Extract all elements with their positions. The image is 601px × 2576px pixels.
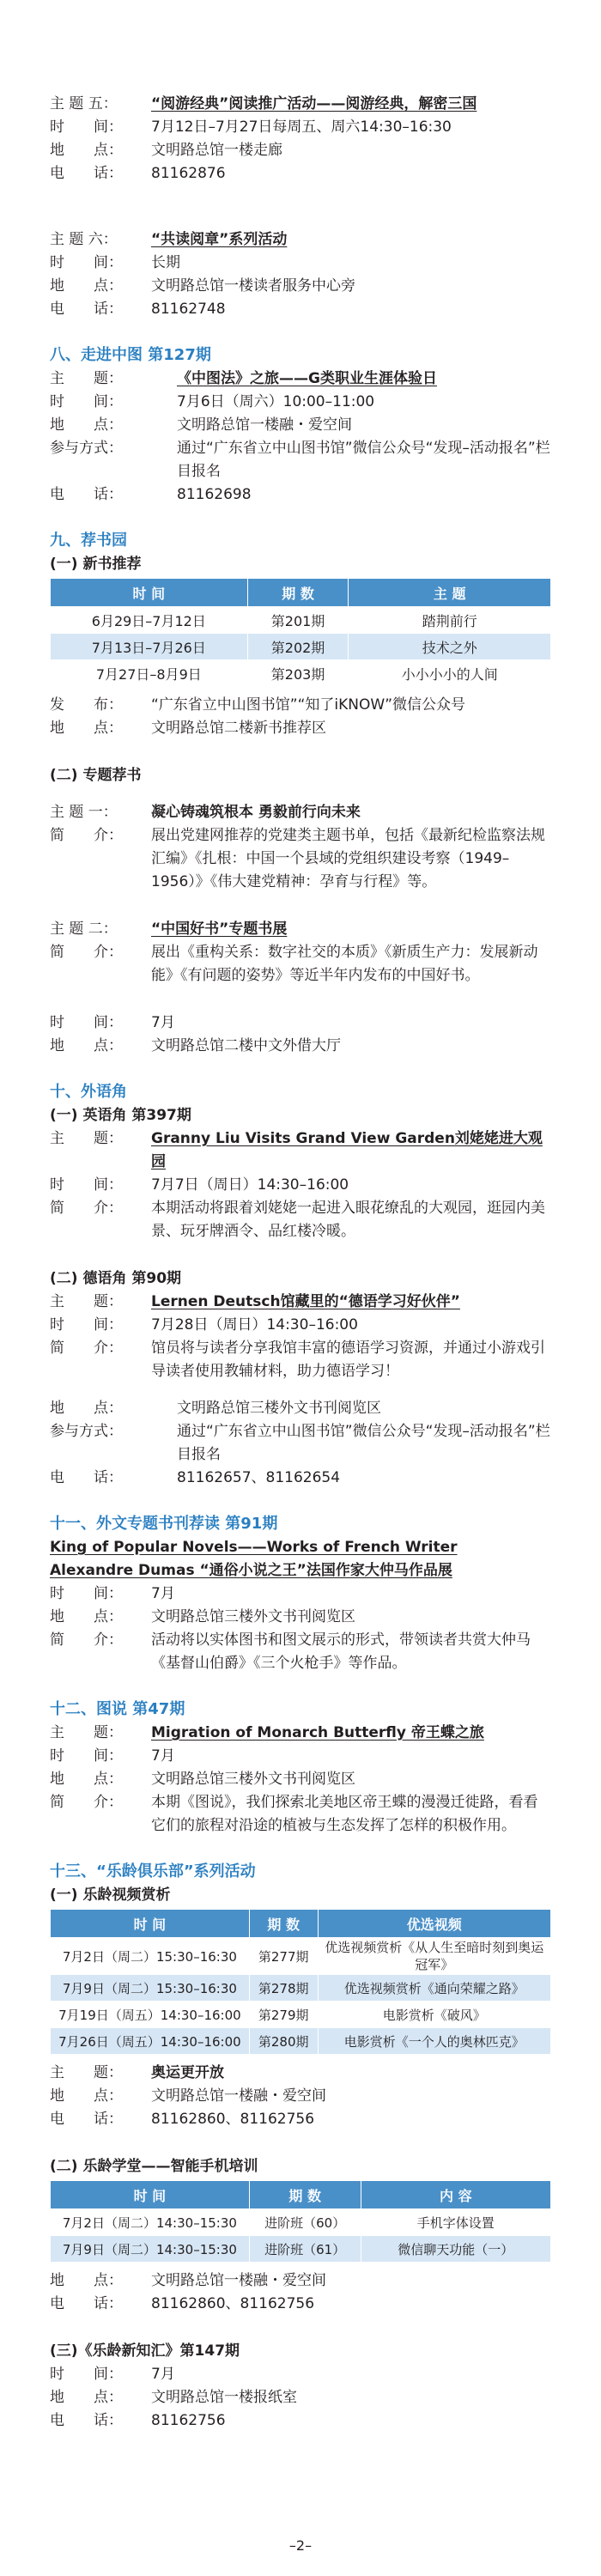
theme6-title: “共读阅章”系列活动 [151, 231, 288, 248]
sec10-phone: 81162657、81162654 [177, 1469, 341, 1486]
sec13-phone2-label: 电 话： [50, 2295, 123, 2312]
theme6-time: 长期 [151, 254, 180, 271]
table-header-row [51, 2181, 551, 2209]
table-row [51, 1938, 551, 1975]
table-row [51, 660, 551, 687]
theme5-phone: 81162876 [151, 165, 226, 182]
sec8-title-label: 主 题： [50, 370, 123, 387]
theme5-block [50, 93, 551, 185]
sec8-place: 文明路总馆一楼融・爱空间 [177, 416, 352, 434]
table-header: 时 间 [51, 579, 248, 607]
video-table [50, 1909, 551, 2055]
sec10-g-intro: 馆员将与读者分享我馆丰富的德语学习资源，并通过小游戏引导读者使用教辅材料，助力德语学习！ [151, 1340, 545, 1380]
sec13-place2-label: 地 点： [50, 2272, 123, 2289]
new-books-table [50, 578, 551, 687]
sec11-intro: 活动将以实体图书和图文展示的形式，带领读者共赏大仲马《基督山伯爵》《三个火枪手》等作品。 [151, 1631, 531, 1672]
sec9-publish: “广东省立中山图书馆”“知了iKNOW”微信公众号 [151, 696, 466, 714]
sec9-t1: 凝心铸魂筑根本 勇毅前行向未来 [151, 804, 361, 821]
sec13-theme: 奥运更开放 [151, 2064, 224, 2081]
table-cell: 进阶班（61） [249, 2236, 361, 2263]
sec10-sub1: (一) 英语角 第397期 [50, 1107, 191, 1124]
section8-heading: 八、走进中图 第127期 [50, 346, 211, 364]
table-cell: 进阶班（60） [249, 2209, 361, 2236]
sec11-title-line2: Alexandre Dumas “通俗小说之王”法国作家大仲马作品展 [50, 1562, 452, 1579]
table-cell: 微信聊天功能（一） [361, 2236, 550, 2263]
sec11-time-label: 时 间： [50, 1585, 123, 1602]
theme5-time: 7月12日–7月27日每周五、周六14:30–16:30 [151, 118, 452, 136]
sec10-g-title-label: 主 题： [50, 1293, 123, 1310]
sec13-place3-label: 地 点： [50, 2389, 123, 2406]
table-cell: 第279期 [249, 2002, 318, 2028]
sec13-time: 7月 [151, 2366, 175, 2383]
sec8-time-label: 时 间： [50, 393, 123, 410]
table-header: 优选视频 [318, 1910, 550, 1938]
sec12-time-label: 时 间： [50, 1747, 123, 1765]
sec10-join-label: 参与方式： [50, 1423, 123, 1440]
table-cell: 7月27日–8月9日 [51, 660, 248, 687]
sec9-t2-label: 主 题 二： [50, 920, 118, 938]
sec13-phone3-label: 电 话： [50, 2412, 123, 2429]
sec13-theme-label: 主 题： [50, 2064, 123, 2081]
table-row [51, 634, 551, 660]
sec8-join: 通过“广东省立中山图书馆”微信公众号“发现–活动报名”栏目报名 [177, 440, 550, 480]
phone-training-table [50, 2180, 551, 2263]
sec13-place3: 文明路总馆一楼报纸室 [151, 2389, 297, 2406]
sec9-sub2: (二) 专题荐书 [50, 767, 142, 784]
sec9-time: 7月 [151, 1014, 175, 1031]
table-cell: 电影赏析《破风》 [318, 2002, 550, 2028]
sec10-e-title: Granny Liu Visits Grand View Garden刘姥姥进大观园 [151, 1130, 543, 1170]
sec8-time: 7月6日（周六）10:00–11:00 [177, 393, 375, 410]
table-row [51, 2028, 551, 2055]
sec12-time: 7月 [151, 1747, 175, 1765]
table-cell: 7月9日（周二）14:30–15:30 [51, 2236, 250, 2263]
sec10-place: 文明路总馆三楼外文书刊阅览区 [177, 1400, 381, 1417]
table-cell: 技术之外 [349, 634, 551, 660]
table-cell: 7月9日（周二）15:30–16:30 [51, 1975, 250, 2002]
sec10-sub2: (二) 德语角 第90期 [50, 1270, 182, 1287]
sec12-intro-label: 简 介： [50, 1794, 123, 1811]
theme6-title-label: 主 题 六： [50, 231, 118, 248]
section13-heading: 十三、“乐龄俱乐部”系列活动 [50, 1862, 256, 1880]
sec12-intro: 本期《图说》，我们探索北美地区帝王蝶的漫漫迁徙路，看看它们的旅程对沿途的植被与生态发挥了怎样的积极作用。 [151, 1794, 538, 1834]
sec8-phone-label: 电 话： [50, 486, 123, 503]
sec13-phone3: 81162756 [151, 2412, 226, 2429]
table-header: 时 间 [51, 1910, 250, 1938]
table-cell: 第278期 [249, 1975, 318, 2002]
table-row [51, 2236, 551, 2263]
table-cell: 电影赏析《一个人的奥林匹克》 [318, 2028, 550, 2055]
sec8-place-label: 地 点： [50, 416, 123, 434]
page-number: –2– [288, 2537, 313, 2554]
theme6-time-label: 时 间： [50, 254, 123, 271]
sec8-phone: 81162698 [177, 486, 252, 503]
sec13-phone2: 81162860、81162756 [151, 2295, 315, 2312]
table-header: 期 数 [247, 579, 349, 607]
table-cell: 第201期 [247, 607, 349, 634]
sec13-sub2: (二) 乐龄学堂——智能手机培训 [50, 2158, 258, 2175]
sec10-place-label: 地 点： [50, 1400, 123, 1417]
sec9-sub1: (一) 新书推荐 [50, 556, 142, 573]
theme6-place-label: 地 点： [50, 277, 123, 295]
section12-heading: 十二、图说 第47期 [50, 1700, 185, 1718]
table-cell: 优选视频赏析《从人生至暗时刻到奥运冠军》 [318, 1938, 550, 1975]
section9-heading: 九、荐书园 [50, 532, 127, 550]
sec9-place2: 文明路总馆二楼中文外借大厅 [151, 1037, 341, 1054]
sec9-t1-label: 主 题 一： [50, 804, 118, 821]
sec8-title: 《中图法》之旅——G类职业生涯体验日 [177, 370, 437, 387]
sec9-place-label: 地 点： [50, 720, 123, 737]
theme5-phone-label: 电 话： [50, 165, 123, 182]
sec13-phone: 81162860、81162756 [151, 2111, 315, 2128]
sec13-place: 文明路总馆一楼融・爱空间 [151, 2087, 326, 2105]
theme6-phone: 81162748 [151, 301, 226, 318]
table-row [51, 1975, 551, 2002]
table-cell: 7月19日（周五）14:30–16:00 [51, 2002, 250, 2028]
sec12-place-label: 地 点： [50, 1771, 123, 1788]
sec8-join-label: 参与方式： [50, 440, 123, 457]
sec9-t2-intro-label: 简 介： [50, 944, 123, 961]
theme5-place: 文明路总馆一楼走廊 [151, 142, 282, 159]
table-cell: 6月29日–7月12日 [51, 607, 248, 634]
sec13-place-label: 地 点： [50, 2087, 123, 2105]
sec10-g-title: Lernen Deutsch馆藏里的“德语学习好伙伴” [151, 1293, 460, 1310]
table-cell: 第202期 [247, 634, 349, 660]
theme6-phone-label: 电 话： [50, 301, 123, 318]
table-row [51, 2002, 551, 2028]
sec9-time-label: 时 间： [50, 1014, 123, 1031]
sec9-t1-intro-label: 简 介： [50, 827, 123, 844]
table-header-row [51, 1910, 551, 1938]
sec9-t2: “中国好书”专题书展 [151, 920, 288, 938]
sec10-e-intro: 本期活动将跟着刘姥姥一起进入眼花缭乱的大观园，逛园内美景、玩牙牌酒令、品红楼冷暖。 [151, 1200, 545, 1240]
theme6-block [50, 228, 551, 321]
table-row [51, 607, 551, 634]
table-header: 期 数 [249, 2181, 361, 2209]
sec13-time-label: 时 间： [50, 2366, 123, 2383]
sec11-intro-label: 简 介： [50, 1631, 123, 1649]
table-cell: 踏荆前行 [349, 607, 551, 634]
table-cell: 7月26日（周五）14:30–16:00 [51, 2028, 250, 2055]
sec13-sub3: (三)《乐龄新知汇》第147期 [50, 2342, 240, 2360]
table-header: 主 题 [349, 579, 551, 607]
theme5-time-label: 时 间： [50, 118, 123, 136]
sec13-sub1: (一) 乐龄视频赏析 [50, 1886, 171, 1904]
theme6-place: 文明路总馆一楼读者服务中心旁 [151, 277, 355, 295]
table-cell: 第203期 [247, 660, 349, 687]
sec9-publish-label: 发 布： [50, 696, 123, 714]
theme5-title: “阅游经典”阅读推广活动——阅游经典，解密三国 [151, 95, 477, 112]
table-header: 期 数 [249, 1910, 318, 1938]
theme5-title-label: 主 题 五： [50, 95, 118, 112]
sec12-place: 文明路总馆三楼外文书刊阅览区 [151, 1771, 355, 1788]
sec10-e-time: 7月7日（周日）14:30–16:00 [151, 1176, 349, 1194]
sec10-g-time: 7月28日（周日）14:30–16:00 [151, 1316, 358, 1334]
table-cell: 第277期 [249, 1938, 318, 1975]
table-row [51, 2209, 551, 2236]
section11-heading: 十一、外文专题书刊荐读 第91期 [50, 1515, 278, 1533]
table-header-row [51, 579, 551, 607]
sec11-place: 文明路总馆三楼外文书刊阅览区 [151, 1608, 355, 1625]
table-cell: 7月2日（周二）14:30–15:30 [51, 2209, 250, 2236]
theme5-place-label: 地 点： [50, 142, 123, 159]
sec10-g-intro-label: 简 介： [50, 1340, 123, 1357]
sec9-place2-label: 地 点： [50, 1037, 123, 1054]
table-cell: 第280期 [249, 2028, 318, 2055]
sec11-time: 7月 [151, 1585, 175, 1602]
sec12-title: Migration of Monarch Butterfly 帝王蝶之旅 [151, 1724, 484, 1741]
table-cell: 小小小小的人间 [349, 660, 551, 687]
sec9-t1-intro: 展出党建网推荐的党建类主题书单，包括《最新纪检监察法规汇编》《扎根：中国一个县域的党组织建设考察（1949–1956）》《伟大建党精神：孕育与行程》等。 [151, 827, 545, 890]
sec10-phone-label: 电 话： [50, 1469, 123, 1486]
section10-heading: 十、外语角 [50, 1083, 127, 1101]
sec12-title-label: 主 题： [50, 1724, 123, 1741]
table-cell: 7月13日–7月26日 [51, 634, 248, 660]
sec10-e-intro-label: 简 介： [50, 1200, 123, 1217]
sec10-e-time-label: 时 间： [50, 1176, 123, 1194]
sec11-title-line1: King of Popular Novels——Works of French Writer [50, 1539, 458, 1556]
table-header: 时 间 [51, 2181, 250, 2209]
table-header: 内 容 [361, 2181, 550, 2209]
sec13-place2: 文明路总馆一楼融・爱空间 [151, 2272, 326, 2289]
sec9-place: 文明路总馆二楼新书推荐区 [151, 720, 326, 737]
sec11-place-label: 地 点： [50, 1608, 123, 1625]
table-cell: 优选视频赏析《通向荣耀之路》 [318, 1975, 550, 2002]
sec10-e-title-label: 主 题： [50, 1130, 123, 1147]
sec9-t2-intro: 展出《重构关系：数字社交的本质》《新质生产力：发展新动能》《有问题的姿势》等近半年内发布的中国好书。 [151, 944, 538, 984]
sec10-g-time-label: 时 间： [50, 1316, 123, 1334]
table-cell: 7月2日（周二）15:30–16:30 [51, 1938, 250, 1975]
sec13-phone-label: 电 话： [50, 2111, 123, 2128]
sec10-join: 通过“广东省立中山图书馆”微信公众号“发现–活动报名”栏目报名 [177, 1423, 550, 1463]
table-cell: 手机字体设置 [361, 2209, 550, 2236]
